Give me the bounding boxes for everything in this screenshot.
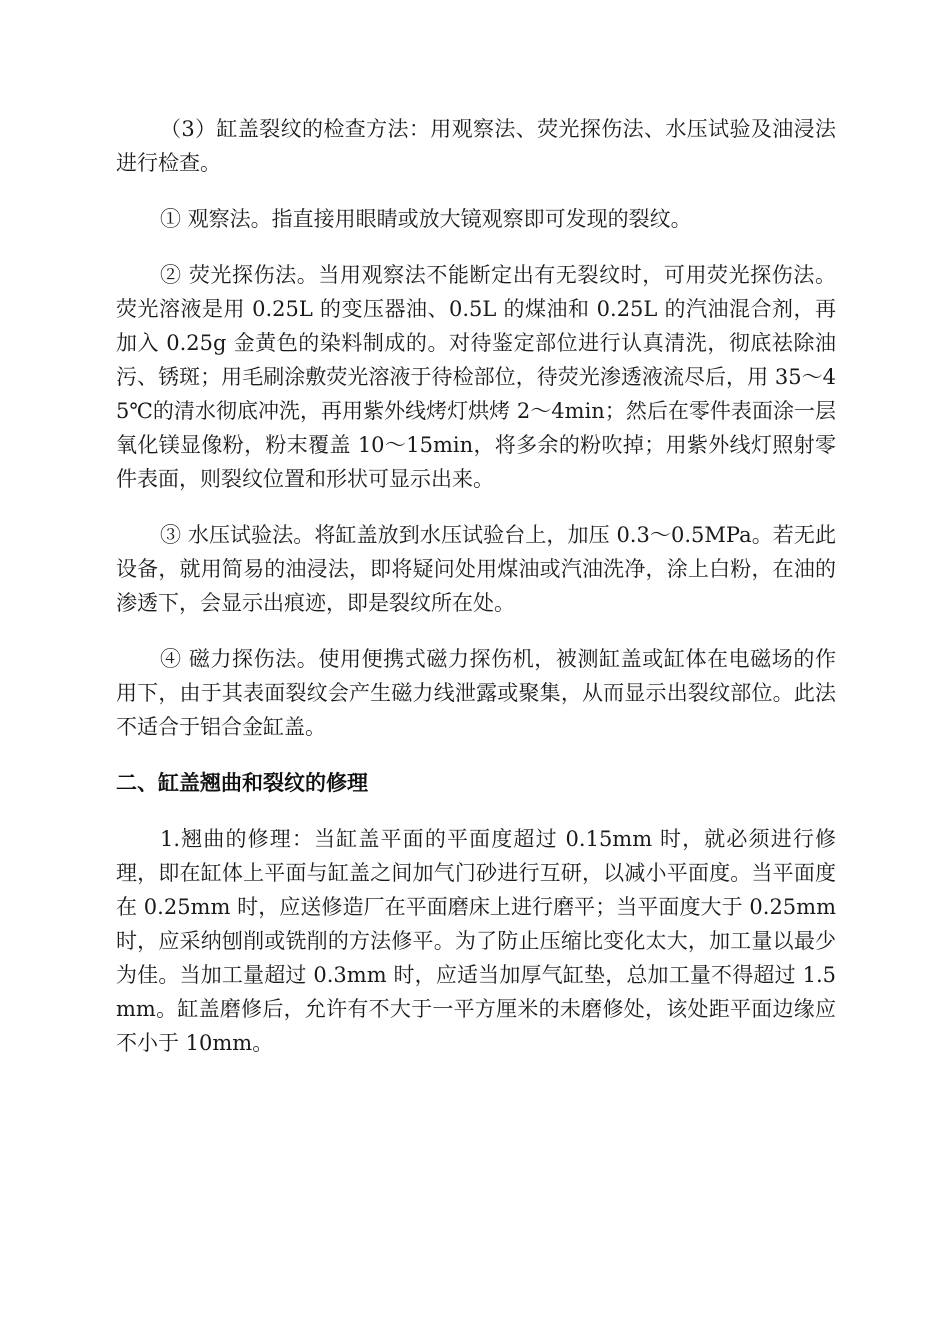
paragraph-observation-method: ① 观察法。指直接用眼睛或放大镜观察即可发现的裂纹。 [160, 207, 692, 231]
paragraph-crack-inspection-methods: （3）缸盖裂纹的检查方法：用观察法、荧光探伤法、水压试验及油浸法进行检查。 [116, 117, 836, 175]
paragraph-fluorescent-inspection: ② 荧光探伤法。当用观察法不能断定出有无裂纹时，可用荧光探伤法。荧光溶液是用 0.25L 的变压器油、0.5L 的煤油和 0.25L 的汽油混合剂，再加入 0.25g 金黄色的染料制成的。对待鉴定部位进行认真清洗，彻底祛除油污、锈斑；用毛刷涂敷荧光溶液于待检部位，待荧光渗透液流尽后，用 35～45℃的清水彻底冲洗，再用紫外线烤灯烘烤 2～4min；然后在零件表面涂一层氧化镁显像粉，粉末覆盖 10～15min，将多余的粉吹掉；用紫外线灯照射零件表面，则裂纹位置和形状可显示出来。 [116, 263, 836, 491]
document-body [116, 112, 836, 1082]
section-heading-repair: 二、缸盖翘曲和裂纹的修理 [116, 771, 368, 795]
paragraph-warp-repair: 1.翘曲的修理：当缸盖平面的平面度超过 0.15mm 时，就必须进行修理，即在缸体上平面与缸盖之间加气门砂进行互研，以减小平面度。当平面度在 0.25mm 时，应送修造厂在平面磨床上进行磨平；当平面度大于 0.25mm 时，应采纳刨削或铣削的方法修平。为了防止压缩比变化太大，加工量以最少为佳。当加工量超过 0.3mm 时，应适当加厚气缸垫，总加工量不得超过 1.5mm。缸盖磨修后，允许有不大于一平方厘米的未磨修处，该处距平面边缘应不小于 10mm。 [116, 827, 836, 1055]
paragraph-magnetic-inspection: ④ 磁力探伤法。使用便携式磁力探伤机，被测缸盖或缸体在电磁场的作用下，由于其表面裂纹会产生磁力线泄露或聚集，从而显示出裂纹部位。此法不适合于铝合金缸盖。 [116, 647, 836, 739]
paragraph-hydraulic-test: ③ 水压试验法。将缸盖放到水压试验台上，加压 0.3～0.5MPa。若无此设备，就用简易的油浸法，即将疑问处用煤油或汽油洗净，涂上白粉，在油的渗透下，会显示出痕迹，即是裂纹所在处。 [116, 523, 836, 615]
